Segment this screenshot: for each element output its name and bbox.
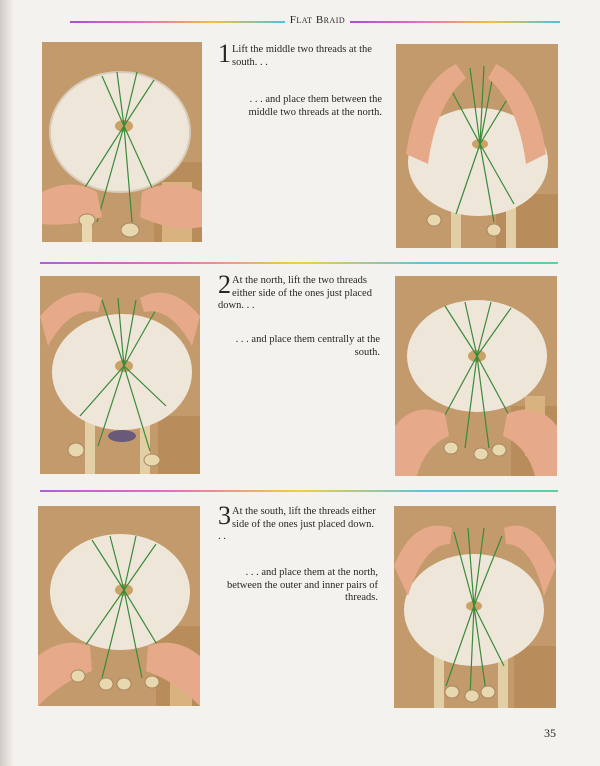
page-number: 35	[544, 726, 556, 740]
step-3-photo-north-place	[394, 506, 556, 708]
step-3-photo-south-lift	[38, 506, 200, 706]
step-2-second-instruction	[220, 334, 380, 359]
step-2-first-text: At the north, lift the two threads either side of the ones just placed down. . .	[218, 275, 372, 311]
step-2-first-instruction	[218, 270, 380, 313]
step-2-number: 2	[218, 270, 231, 299]
step-2-photo-north-lift	[40, 276, 200, 474]
step-3-second-text: . . . and place them at the north, between the outer and inner pairs of threads.	[226, 567, 378, 603]
step-3-second-instruction	[218, 567, 378, 605]
step-1-photo-north-place	[396, 44, 558, 248]
step-1-number: 1	[218, 39, 231, 68]
step-1-first-text: Lift the middle two threads at the south. . .	[232, 44, 372, 68]
section-divider-1	[40, 262, 558, 264]
header-rule-right	[350, 21, 560, 23]
step-3-number: 3	[218, 501, 231, 530]
step-3-first-text: At the south, lift the threads either side of the ones just placed down. . .	[218, 506, 376, 542]
step-1-second-text: . . . and place them between the middle two threads at the north.	[248, 94, 382, 118]
step-2-second-text: . . . and place them centrally at the south.	[235, 334, 380, 358]
page-binding-edge	[0, 0, 14, 766]
step-2-photo-south-place	[395, 276, 557, 476]
step-1-first-instruction	[218, 39, 378, 69]
step-1-second-instruction	[220, 94, 382, 119]
header-title: Flat Braid	[289, 14, 346, 26]
section-divider-2	[40, 490, 558, 492]
step-3-first-instruction	[218, 501, 378, 544]
step-1-photo-south-lift	[42, 42, 202, 242]
running-header	[40, 14, 560, 28]
header-rule-left	[70, 21, 285, 23]
